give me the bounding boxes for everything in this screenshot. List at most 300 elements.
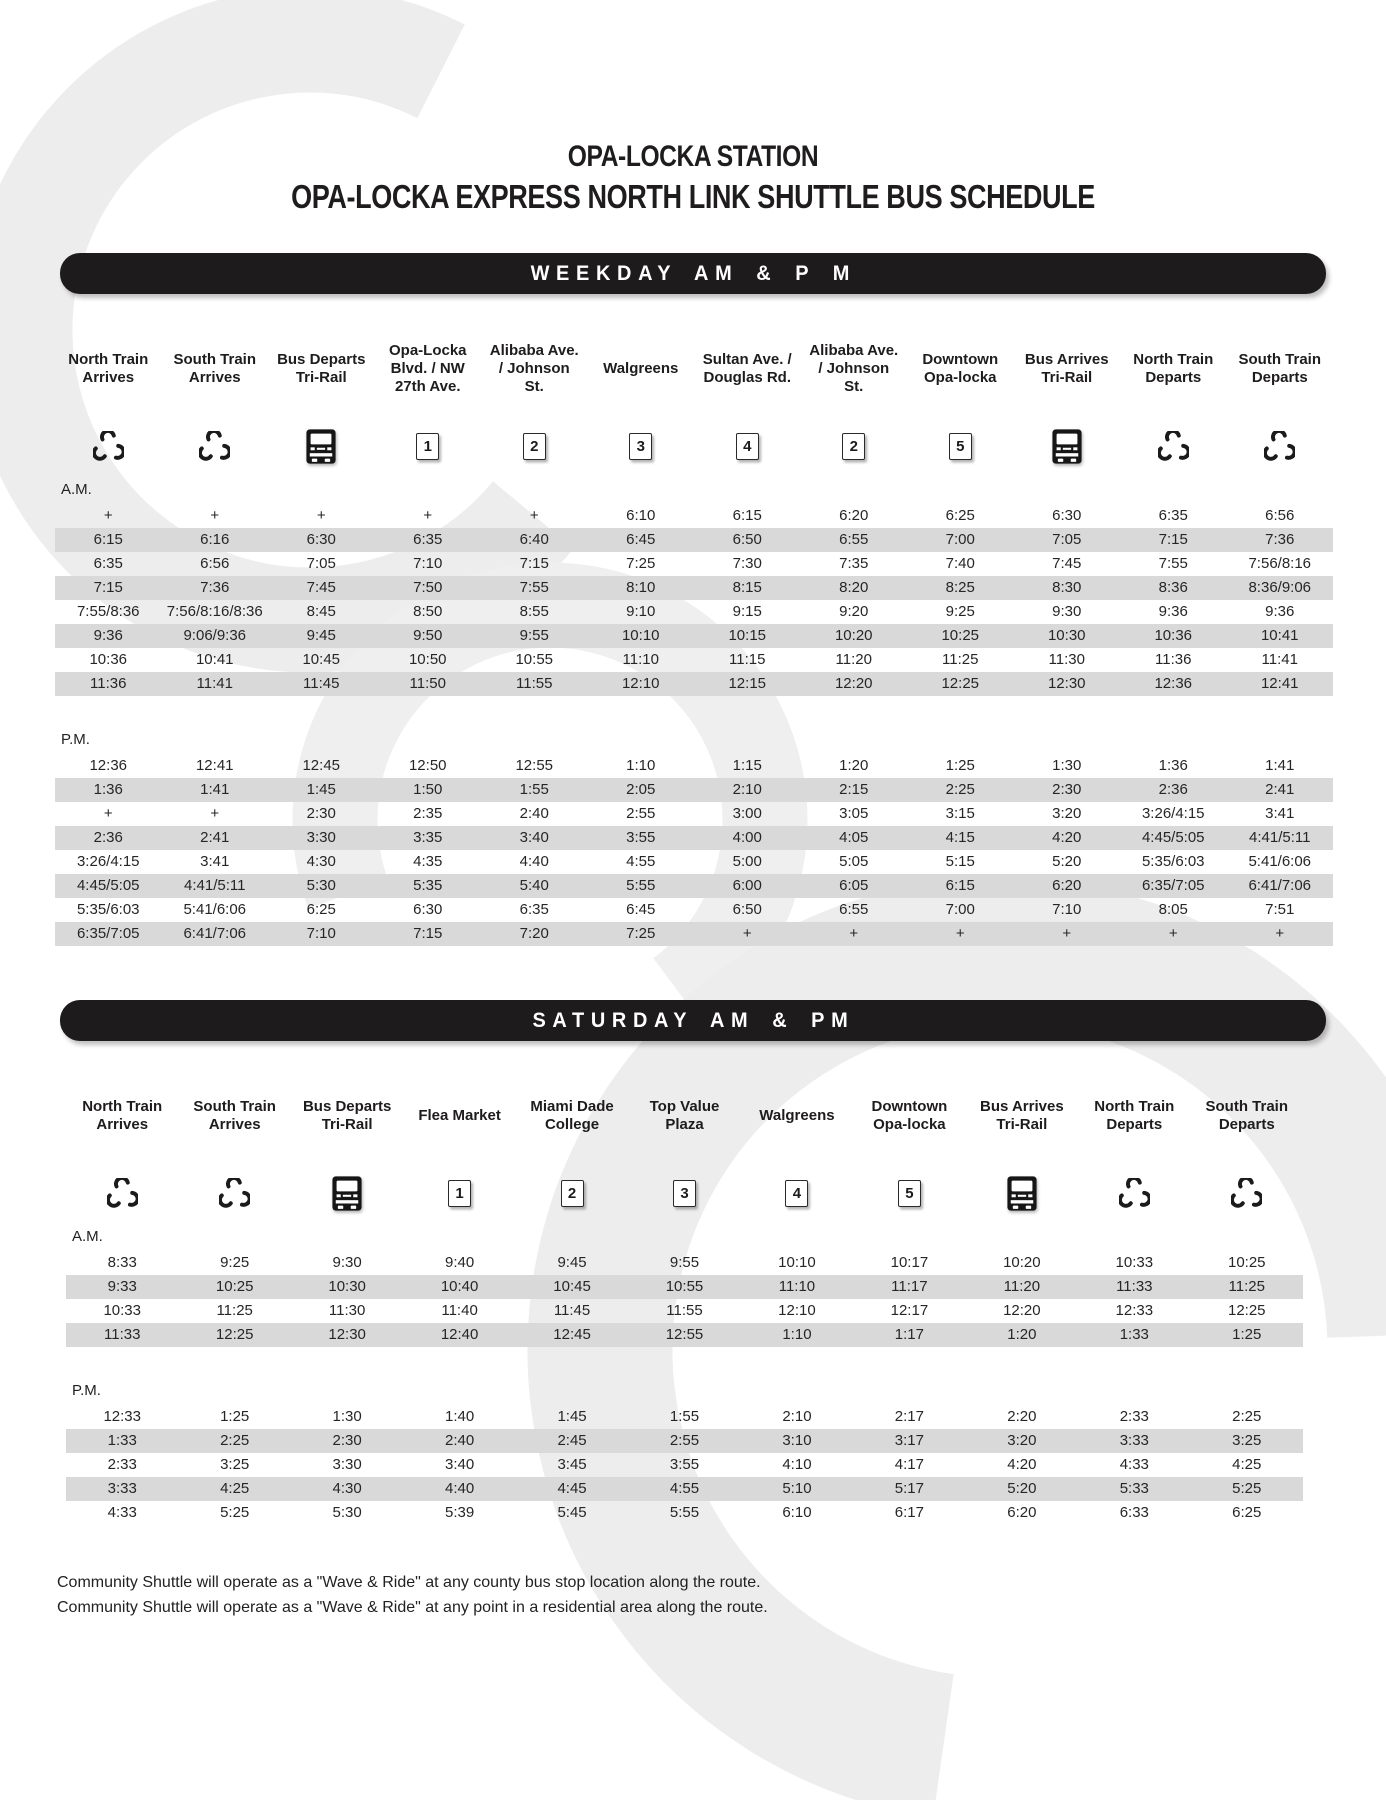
- bus-icon: [306, 429, 336, 464]
- time-cell: 12:30: [1047, 675, 1086, 693]
- time-cell: 6:55: [839, 531, 869, 549]
- time-cell: 12:25: [1227, 1302, 1266, 1320]
- time-cell: 7:45: [1052, 555, 1082, 573]
- time-cell: 10:36: [89, 651, 128, 669]
- column-header: Flea Market: [418, 1106, 501, 1124]
- time-cell: 4:41/5:11: [1249, 829, 1311, 847]
- time-cell: 7:05: [1052, 531, 1082, 549]
- time-cell: 2:15: [839, 781, 869, 799]
- time-cell: 1:45: [306, 781, 336, 799]
- time-cell: 1:15: [732, 757, 762, 775]
- bus-icon: [1007, 1176, 1037, 1211]
- stop-number-icon: 3: [673, 1180, 696, 1207]
- time-cell: 4:40: [519, 853, 549, 871]
- time-cell: 6:10: [782, 1504, 812, 1522]
- time-cell: 7:51: [1265, 901, 1295, 919]
- time-cell: 8:36/9:06: [1248, 579, 1312, 597]
- time-cell: 10:33: [1115, 1254, 1154, 1272]
- time-cell: 3:26/4:15: [76, 853, 140, 871]
- time-cell: 4:20: [1007, 1456, 1037, 1474]
- time-cell: 6:50: [732, 901, 762, 919]
- time-cell: 4:15: [945, 829, 975, 847]
- table-row: [55, 802, 1333, 826]
- time-cell: 12:36: [1154, 675, 1193, 693]
- time-cell: 6:20: [1007, 1504, 1037, 1522]
- time-cell: 12:10: [778, 1302, 816, 1320]
- column-icon-cell: [375, 418, 482, 476]
- column-header: South Train Arrives: [193, 1098, 276, 1133]
- time-cell: 7:56/8:16/8:36: [166, 603, 263, 621]
- time-cell: 9:25: [945, 603, 975, 621]
- time-cell: 6:35: [93, 555, 123, 573]
- column-header: Bus Departs Tri-Rail: [302, 1098, 392, 1133]
- time-cell: +: [1275, 925, 1285, 943]
- time-cell: 7:55: [519, 579, 549, 597]
- time-cell: 5:30: [306, 877, 336, 895]
- time-cell: 1:17: [894, 1326, 924, 1344]
- time-cell: 6:35: [413, 531, 443, 549]
- table-row: [55, 552, 1333, 576]
- time-cell: 6:35/7:05: [1141, 877, 1205, 895]
- time-cell: 8:20: [839, 579, 869, 597]
- time-cell: 3:30: [332, 1456, 362, 1474]
- time-cell: 11:10: [778, 1278, 816, 1296]
- column-header: Miami Dade College: [530, 1098, 614, 1133]
- time-cell: +: [955, 925, 965, 943]
- stop-number-icon: 2: [842, 433, 865, 460]
- time-cell: 6:35: [1158, 507, 1188, 525]
- trirail-logo-icon: [1264, 431, 1295, 462]
- time-cell: 9:45: [557, 1254, 587, 1272]
- time-cell: 9:20: [839, 603, 869, 621]
- time-cell: 11:20: [835, 651, 872, 669]
- period-label: A.M.: [61, 481, 92, 499]
- time-cell: 7:15: [93, 579, 123, 597]
- time-cell: +: [742, 925, 752, 943]
- time-cell: 8:05: [1158, 901, 1188, 919]
- time-cell: 12:40: [440, 1326, 479, 1344]
- table-row: [66, 1477, 1303, 1501]
- time-cell: 7:56/8:16: [1248, 555, 1312, 573]
- time-cell: 7:55/8:36: [76, 603, 140, 621]
- time-cell: 9:15: [732, 603, 762, 621]
- stop-number-icon: 2: [523, 433, 546, 460]
- time-cell: 9:40: [444, 1254, 475, 1272]
- table-row: [55, 850, 1333, 874]
- time-cell: 3:05: [839, 805, 869, 823]
- time-cell: 5:00: [732, 853, 762, 871]
- time-cell: 5:30: [332, 1504, 362, 1522]
- time-cell: 2:30: [306, 805, 336, 823]
- time-cell: 11:55: [666, 1302, 703, 1320]
- time-cell: 3:33: [107, 1480, 137, 1498]
- time-cell: 6:45: [626, 531, 656, 549]
- period-label: P.M.: [61, 731, 90, 749]
- time-cell: 8:55: [519, 603, 549, 621]
- time-cell: 7:36: [200, 579, 230, 597]
- time-cell: 12:30: [328, 1326, 366, 1344]
- page-title: [0, 0, 1386, 217]
- time-cell: 8:45: [306, 603, 336, 621]
- column-icon-cell: [628, 1165, 740, 1223]
- column-icon-cell: [481, 418, 588, 476]
- column-icon-cell: [291, 1165, 403, 1223]
- column-header: Sultan Ave. / Douglas Rd.: [702, 351, 792, 386]
- time-cell: 3:40: [519, 829, 549, 847]
- time-cell: 4:30: [306, 853, 336, 871]
- time-cell: 2:25: [1232, 1408, 1262, 1426]
- weekday-banner: [60, 253, 1326, 294]
- time-cell: 12:15: [728, 675, 767, 693]
- time-cell: 7:15: [1158, 531, 1188, 549]
- column-icon-cell: [55, 418, 162, 476]
- column-header: Walgreens: [759, 1106, 835, 1124]
- time-cell: 6:16: [200, 531, 230, 549]
- column-icon-cell: [741, 1165, 853, 1223]
- time-cell: 12:20: [834, 675, 873, 693]
- time-cell: 9:06/9:36: [183, 627, 247, 645]
- time-cell: 6:56: [200, 555, 230, 573]
- table-row: [66, 1323, 1303, 1347]
- time-cell: 5:41/6:06: [183, 901, 247, 919]
- time-cell: 5:33: [1119, 1480, 1149, 1498]
- time-cell: 5:20: [1007, 1480, 1037, 1498]
- time-cell: 6:30: [1052, 507, 1082, 525]
- time-cell: 9:30: [1052, 603, 1082, 621]
- time-cell: 4:33: [1119, 1456, 1149, 1474]
- time-cell: 4:55: [626, 853, 656, 871]
- stop-number-icon: 5: [898, 1180, 921, 1207]
- time-cell: 6:35/7:05: [76, 925, 140, 943]
- time-cell: 11:50: [409, 675, 446, 693]
- time-cell: 10:45: [302, 651, 341, 669]
- time-cell: 11:15: [729, 651, 766, 669]
- table-row: [66, 1299, 1303, 1323]
- time-cell: 12:17: [890, 1302, 929, 1320]
- time-cell: 7:35: [839, 555, 869, 573]
- time-cell: 12:36: [89, 757, 128, 775]
- time-cell: 1:10: [782, 1326, 812, 1344]
- time-cell: 3:55: [669, 1456, 700, 1474]
- time-cell: 1:41: [200, 781, 230, 799]
- column-header: South Train Departs: [1238, 351, 1321, 386]
- column-header: Downtown Opa-locka: [922, 351, 999, 386]
- time-cell: 1:50: [413, 781, 443, 799]
- time-cell: +: [529, 507, 539, 525]
- time-cell: 6:20: [839, 507, 869, 525]
- time-cell: 3:25: [220, 1456, 250, 1474]
- column-header: Downtown Opa-locka: [871, 1098, 948, 1133]
- time-cell: 6:25: [306, 901, 336, 919]
- time-cell: 5:41/6:06: [1248, 853, 1312, 871]
- time-cell: 10:55: [515, 651, 554, 669]
- time-cell: 12:45: [302, 757, 341, 775]
- time-cell: 3:20: [1007, 1432, 1037, 1450]
- time-cell: 8:30: [1052, 579, 1082, 597]
- column-icon-cell: [162, 418, 269, 476]
- time-cell: 3:15: [945, 805, 975, 823]
- time-cell: 8:50: [413, 603, 443, 621]
- time-cell: 6:15: [93, 531, 123, 549]
- trirail-logo-icon: [199, 431, 230, 462]
- time-cell: 3:41: [1265, 805, 1295, 823]
- time-cell: 10:33: [103, 1302, 141, 1320]
- time-cell: 5:20: [1052, 853, 1082, 871]
- period-label: P.M.: [72, 1382, 101, 1400]
- time-cell: 2:41: [200, 829, 230, 847]
- time-cell: 7:00: [945, 901, 975, 919]
- time-cell: 5:55: [626, 877, 656, 895]
- time-cell: 9:36: [1265, 603, 1295, 621]
- column-header: Bus Arrives Tri-Rail: [980, 1098, 1064, 1133]
- time-cell: 5:45: [557, 1504, 587, 1522]
- time-cell: 2:35: [413, 805, 443, 823]
- column-icon-cell: [178, 1165, 290, 1223]
- time-cell: 1:36: [93, 781, 123, 799]
- time-cell: 4:55: [669, 1480, 700, 1498]
- time-cell: 10:25: [215, 1278, 254, 1296]
- time-cell: 4:05: [839, 829, 869, 847]
- time-cell: 10:20: [1003, 1254, 1041, 1272]
- time-cell: 2:55: [669, 1432, 700, 1450]
- time-cell: 7:30: [732, 555, 762, 573]
- time-cell: 7:45: [306, 579, 336, 597]
- trirail-logo-icon: [219, 1178, 250, 1209]
- table-row: [55, 898, 1333, 922]
- time-cell: 1:25: [220, 1408, 250, 1426]
- time-cell: 2:40: [519, 805, 549, 823]
- time-cell: 2:55: [626, 805, 656, 823]
- time-cell: 11:25: [942, 651, 979, 669]
- time-cell: 12:55: [665, 1326, 704, 1344]
- time-cell: 4:35: [413, 853, 443, 871]
- time-cell: 6:56: [1265, 507, 1295, 525]
- time-cell: 2:17: [894, 1408, 924, 1426]
- time-cell: 4:45/5:05: [76, 877, 140, 895]
- time-cell: 6:35: [519, 901, 549, 919]
- time-cell: 2:05: [626, 781, 656, 799]
- time-cell: 10:36: [1154, 627, 1193, 645]
- time-cell: 11:36: [90, 675, 127, 693]
- time-cell: 9:36: [1158, 603, 1188, 621]
- saturday-banner-label: SATURDAY AM & PM: [532, 1008, 854, 1032]
- time-cell: 4:17: [894, 1456, 924, 1474]
- time-cell: 7:15: [519, 555, 549, 573]
- column-header: Opa-Locka Blvd. / NW 27th Ave.: [388, 342, 467, 395]
- footnotes: [57, 1571, 1386, 1619]
- time-cell: 10:10: [621, 627, 660, 645]
- stop-number-icon: 2: [561, 1180, 584, 1207]
- time-cell: 11:33: [104, 1326, 141, 1344]
- trirail-logo-icon: [107, 1178, 138, 1209]
- stop-number-icon: 5: [949, 433, 972, 460]
- column-icon-cell: [694, 418, 801, 476]
- time-cell: 7:36: [1265, 531, 1295, 549]
- table-row: [66, 1405, 1303, 1429]
- time-cell: 9:55: [669, 1254, 700, 1272]
- time-cell: 1:20: [839, 757, 869, 775]
- time-cell: 5:35/6:03: [76, 901, 140, 919]
- time-cell: 7:20: [519, 925, 549, 943]
- time-cell: 1:45: [557, 1408, 587, 1426]
- weekday-banner-label: WEEKDAY AM & P M: [530, 261, 856, 285]
- time-cell: 12:33: [103, 1408, 141, 1426]
- weekday-schedule-table: [55, 320, 1333, 946]
- column-header: North Train Arrives: [82, 1098, 163, 1133]
- time-cell: 9:10: [626, 603, 656, 621]
- table-row: [55, 528, 1333, 552]
- table-row: [55, 672, 1333, 696]
- table-row: [55, 624, 1333, 648]
- time-cell: 10:41: [195, 651, 234, 669]
- time-cell: 9:33: [107, 1278, 137, 1296]
- time-cell: 6:41/7:06: [1248, 877, 1312, 895]
- column-header: Top Value Plaza: [649, 1098, 720, 1133]
- time-cell: 7:15: [413, 925, 443, 943]
- column-icon-cell: [966, 1165, 1078, 1223]
- time-cell: 12:55: [515, 757, 554, 775]
- table-row: [66, 1453, 1303, 1477]
- time-cell: 1:41: [1265, 757, 1295, 775]
- column-icon-cell: [588, 418, 695, 476]
- table-row: [66, 1275, 1303, 1299]
- time-cell: 12:50: [408, 757, 447, 775]
- time-cell: 11:20: [1003, 1278, 1041, 1296]
- time-cell: 6:10: [626, 507, 656, 525]
- time-cell: 2:25: [945, 781, 975, 799]
- time-cell: +: [316, 507, 326, 525]
- time-cell: 10:30: [328, 1278, 366, 1296]
- time-cell: 5:40: [519, 877, 549, 895]
- time-cell: 12:33: [1115, 1302, 1154, 1320]
- time-cell: 4:10: [782, 1456, 812, 1474]
- time-cell: 7:25: [626, 555, 656, 573]
- stop-number-icon: 4: [785, 1180, 808, 1207]
- time-cell: 1:30: [1052, 757, 1082, 775]
- time-cell: 5:35: [413, 877, 443, 895]
- time-cell: 1:36: [1158, 757, 1188, 775]
- time-cell: 7:10: [1052, 901, 1082, 919]
- time-cell: 3:35: [413, 829, 443, 847]
- time-cell: 11:45: [303, 675, 340, 693]
- table-row: [55, 826, 1333, 850]
- table-row: [66, 1251, 1303, 1275]
- time-cell: 2:45: [557, 1432, 587, 1450]
- period-label: A.M.: [72, 1228, 103, 1246]
- footnote-wave-ride-bus-stop: Community Shuttle will operate as a "Wave & Ride" at any county bus stop location along the route.: [57, 1573, 761, 1591]
- table-row: [55, 504, 1333, 528]
- time-cell: 3:25: [1232, 1432, 1262, 1450]
- time-cell: 12:45: [553, 1326, 591, 1344]
- time-cell: +: [1062, 925, 1072, 943]
- saturday-schedule-table: [66, 1067, 1303, 1525]
- time-cell: 5:15: [945, 853, 975, 871]
- time-cell: 3:40: [444, 1456, 475, 1474]
- time-cell: 3:26/4:15: [1141, 805, 1205, 823]
- time-cell: 5:39: [444, 1504, 475, 1522]
- time-cell: 5:35/6:03: [1141, 853, 1205, 871]
- time-cell: 11:25: [216, 1302, 253, 1320]
- time-cell: 3:45: [557, 1456, 587, 1474]
- column-header: Alibaba Ave. / Johnson St.: [489, 342, 579, 395]
- time-cell: 2:36: [1158, 781, 1188, 799]
- time-cell: 1:33: [107, 1432, 137, 1450]
- time-cell: 9:30: [332, 1254, 362, 1272]
- time-cell: 2:33: [107, 1456, 137, 1474]
- stop-number-icon: 3: [629, 433, 652, 460]
- time-cell: 7:10: [306, 925, 336, 943]
- time-cell: 6:20: [1052, 877, 1082, 895]
- time-cell: 1:25: [945, 757, 975, 775]
- time-cell: 6:45: [626, 901, 656, 919]
- column-header: South Train Departs: [1205, 1098, 1289, 1133]
- time-cell: 2:41: [1265, 781, 1295, 799]
- time-cell: 4:41/5:11: [184, 877, 246, 895]
- time-cell: 6:40: [519, 531, 549, 549]
- time-cell: 10:41: [1260, 627, 1299, 645]
- time-cell: 4:40: [444, 1480, 475, 1498]
- time-cell: 11:10: [622, 651, 659, 669]
- trirail-logo-icon: [1158, 431, 1189, 462]
- column-icon-cell: [853, 1165, 965, 1223]
- time-cell: 6:55: [839, 901, 869, 919]
- time-cell: 5:10: [782, 1480, 812, 1498]
- schedule-title: OPA-LOCKA EXPRESS NORTH LINK SHUTTLE BUS SCHEDULE: [291, 177, 1095, 215]
- time-cell: 8:33: [107, 1254, 137, 1272]
- time-cell: 11:25: [1228, 1278, 1265, 1296]
- time-cell: 11:33: [1116, 1278, 1153, 1296]
- time-cell: 6:15: [732, 507, 762, 525]
- time-cell: 2:33: [1119, 1408, 1149, 1426]
- time-cell: 6:17: [894, 1504, 924, 1522]
- time-cell: 1:25: [1232, 1326, 1262, 1344]
- time-cell: 6:30: [413, 901, 443, 919]
- column-icon-cell: [907, 418, 1014, 476]
- time-cell: 3:20: [1052, 805, 1082, 823]
- table-row: [55, 778, 1333, 802]
- time-cell: 6:25: [1232, 1504, 1262, 1522]
- time-cell: 10:17: [890, 1254, 929, 1272]
- time-cell: 4:45/5:05: [1141, 829, 1205, 847]
- time-cell: 3:17: [894, 1432, 924, 1450]
- time-cell: 4:25: [1232, 1456, 1262, 1474]
- time-cell: 9:45: [306, 627, 336, 645]
- time-cell: 10:25: [1227, 1254, 1266, 1272]
- station-title: OPA-LOCKA STATION: [567, 140, 819, 173]
- time-cell: 5:05: [839, 853, 869, 871]
- time-cell: 6:30: [306, 531, 336, 549]
- time-cell: 9:50: [413, 627, 443, 645]
- time-cell: +: [849, 925, 859, 943]
- time-cell: 11:41: [1261, 651, 1298, 669]
- table-row: [55, 874, 1333, 898]
- time-cell: 5:55: [669, 1504, 700, 1522]
- time-cell: 4:33: [107, 1504, 137, 1522]
- column-icon-cell: [66, 1165, 178, 1223]
- time-cell: +: [423, 507, 433, 525]
- table-row: [55, 600, 1333, 624]
- column-icon-cell: [516, 1165, 628, 1223]
- time-cell: +: [210, 805, 220, 823]
- time-cell: +: [103, 805, 113, 823]
- time-cell: 3:55: [626, 829, 656, 847]
- column-icon-cell: [1014, 418, 1121, 476]
- table-row: [66, 1429, 1303, 1453]
- time-cell: 12:20: [1003, 1302, 1041, 1320]
- time-cell: 2:10: [782, 1408, 812, 1426]
- column-icon-cell: [1191, 1165, 1303, 1223]
- time-cell: 6:50: [732, 531, 762, 549]
